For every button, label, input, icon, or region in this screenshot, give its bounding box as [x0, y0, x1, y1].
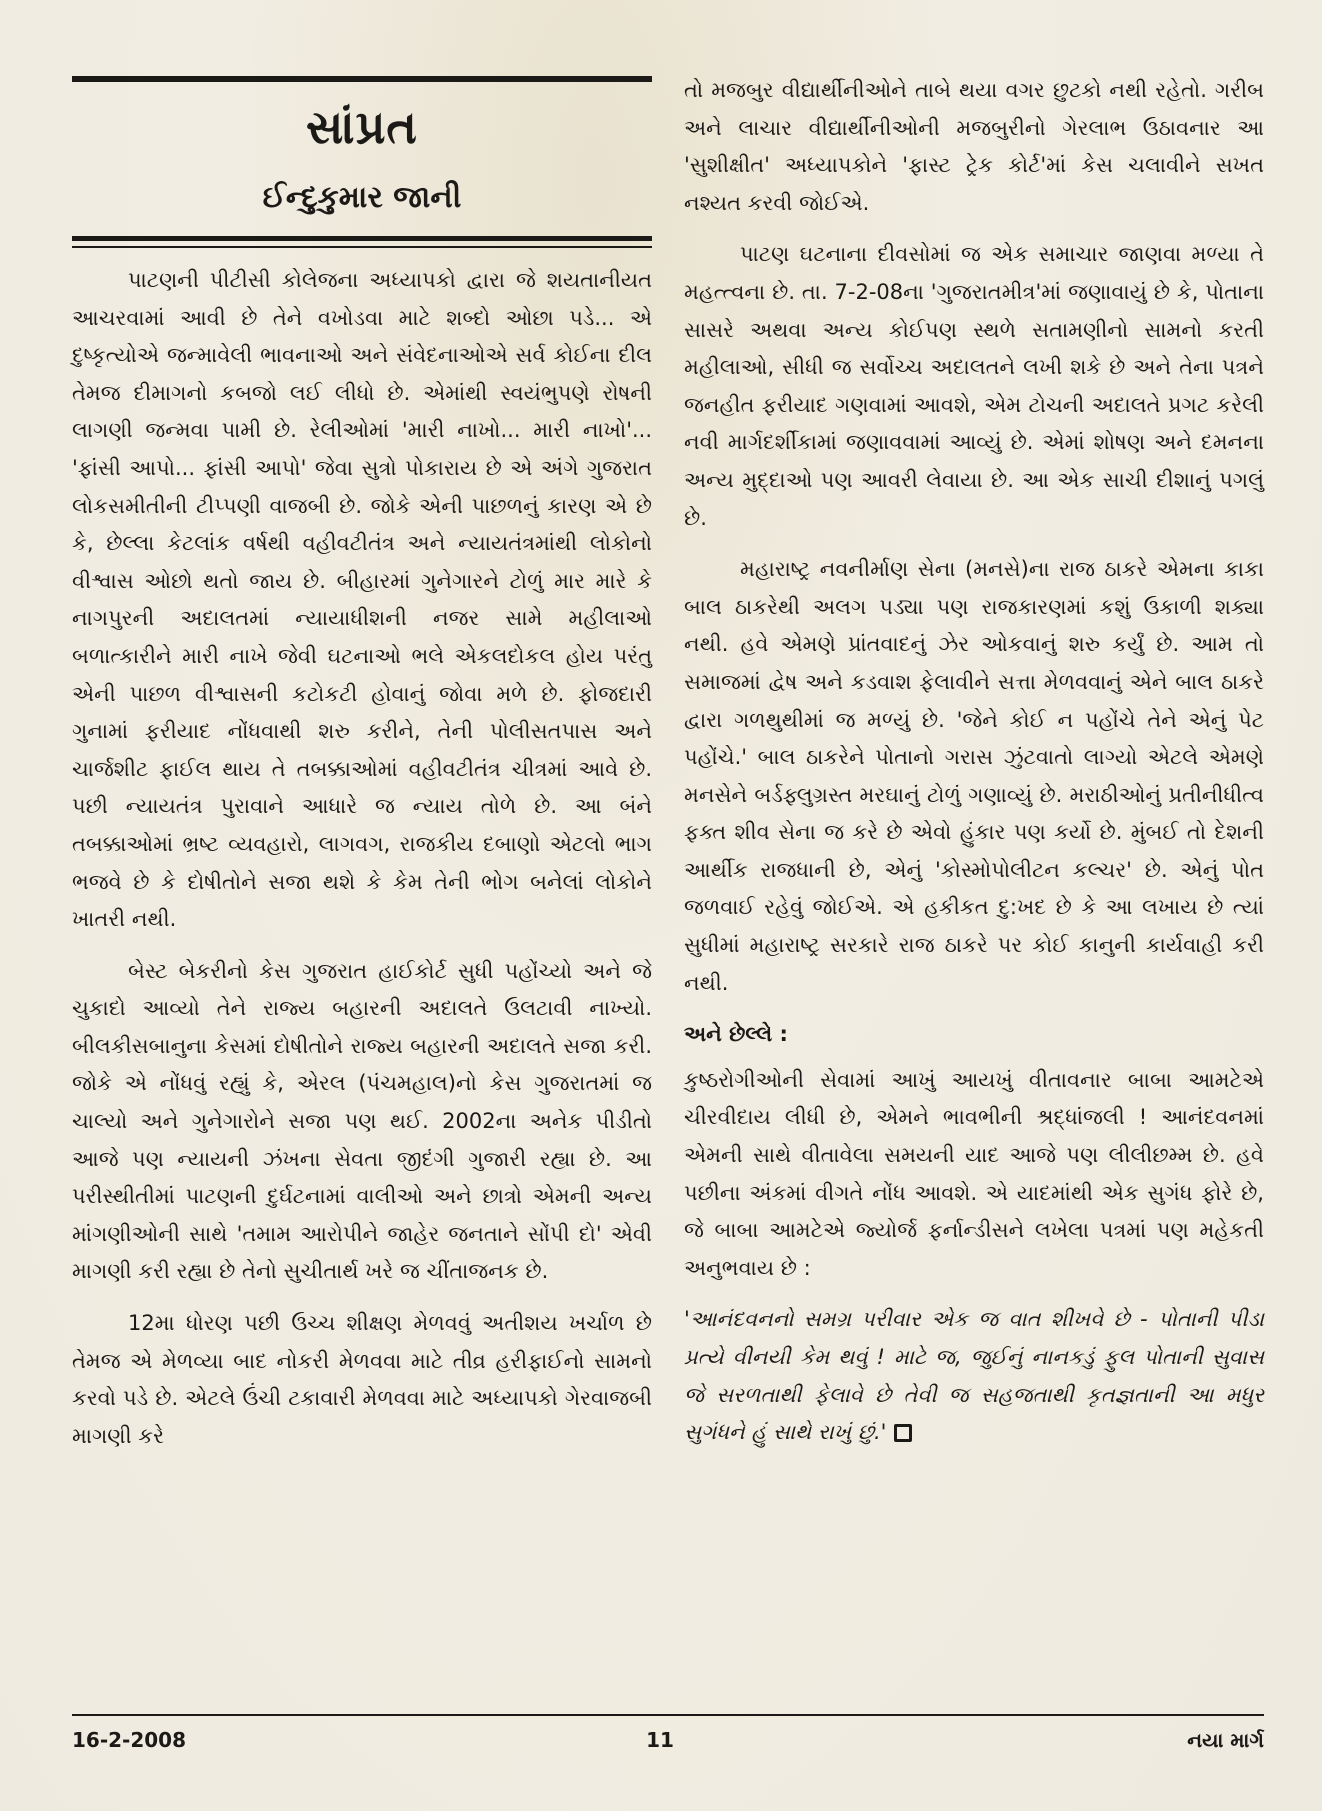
publication-name: નયા માર્ગ — [1187, 1728, 1264, 1752]
end-of-article-box-icon — [894, 1424, 912, 1442]
paragraph: તો મજબુર વીદ્યાર્થીનીઓને તાબે થયા વગર છુટકો નથી રહેતો. ગરીબ અને લાચાર વીદ્યાર્થીનીઓની મજબુરીનો ગેરલાભ ઉઠાવનાર આ 'સુશીક્ષીત' અધ્યાપકોને 'ફાસ્ટ ટ્રેક કોર્ટ'માં કેસ ચલાવીને સખત નશ્યત કરવી જોઈએ. — [684, 78, 1264, 215]
paragraph: બેસ્ટ બેકરીનો કેસ ગુજરાત હાઈકોર્ટ સુધી પહોંચ્યો અને જે ચુકાદો આવ્યો તેને રાજ્ય બહારની અદાલતે ઉલટાવી નાખ્યો. બીલકીસબાનુના કેસમાં દોષીતોને રાજ્ય બહારની અદાલતે સજા કરી. જોકે એ નોંધવું રહ્યું કે, એરલ (પંચમહાલ)નો કેસ ગુજરાતમાં જ ચાલ્યો અને ગુનેગારોને સજા પણ થઈ. 2002ના અનેક પીડીતો આજે પણ ન્યાયની ઝંખના સેવતા જીદંગી ગુજારી રહ્યા છે. આ પરીસ્થીતીમાં પાટણની દુર્ઘટનામાં વાલીઓ અને છાત્રો એમની અન્ય માંગણીઓની સાથે 'તમામ આરોપીને જાહેર જનતાને સોંપી દો' એવી માગણી કરી રહ્યા છે તેનો સુચીતાર્થ ખરે જ ચીંતાજનક છે. — [72, 958, 652, 1284]
paragraph: 12મા ધોરણ પછી ઉચ્ચ શીક્ષણ મેળવવું અતીશય ખર્ચાળ છે તેમજ એ મેળવ્યા બાદ નોકરી મેળવવા માટે તીવ્ર હરીફાઈનો સામનો કરવો પડે છે. એટલે ઉંચી ટકાવારી મેળવવા માટે અધ્યાપકો ગેરવાજબી માગણી કરે — [72, 1311, 652, 1448]
paragraph: કુષ્ઠરોગીઓની સેવામાં આખું આયખું વીતાવનાર બાબા આમટેએ ચીરવીદાય લીધી છે, એમને ભાવભીની શ્રદ્ધાંજલી ! આનંદવનમાં એમની સાથે વીતાવેલા સમયની યાદ આજે પણ લીલીછમ્મ છે. હવે પછીના અંકમાં વીગતે નોંધ આવશે. એ યાદમાંથી એક સુગંધ ફોરે છે, જે બાબા આમટેએ જ્યોર્જ ફર્નાન્ડીસને લખેલા પત્રમાં પણ મહેકતી અનુભવાય છે : — [684, 1067, 1264, 1280]
page-number: 11 — [646, 1728, 674, 1752]
footer-rule — [72, 1714, 1264, 1716]
closing-quote — [684, 1301, 1264, 1451]
paragraph: પાટણ ઘટનાના દીવસોમાં જ એક સમાચાર જાણવા મળ્યા તે મહત્ત્વના છે. તા. 7-2-08ના 'ગુજરાતમીત્ર'માં જણાવાયું છે કે, પોતાના સાસરે અથવા અન્ય કોઈપણ સ્થળે સતામણીનો સામનો કરતી મહીલાઓ, સીધી જ સર્વોચ્ચ અદાલતને લખી શકે છે અને તેના પત્રને જનહીત ફરીયાદ ગણવામાં આવશે, એમ ટોચની અદાલતે પ્રગટ કરેલી નવી માર્ગદર્શીકામાં જણાવવામાં આવ્યું છે. એમાં શોષણ અને દમનના અન્ય મુદ્દાઓ પણ આવરી લેવાયા છે. આ એક સાચી દીશાનું પગલું છે. — [684, 242, 1264, 530]
section-title: સાંપ્રત — [306, 100, 418, 154]
quote-text: 'આનંદવનનો સમગ્ર પરીવાર એક જ વાત શીખવે છે - પોતાની પીડા પ્રત્યે વીનયી કેમ થવું ! માટે જ, જુઈનું નાનકડું ફુલ પોતાની સુવાસ જે સરળતાથી ફેલાવે છે તેવી જ સહજતાથી કૃતજ્ઞતાની આ મધુર સુગંધને હું સાથે રાખું છું.' — [684, 1307, 1264, 1445]
header-top-rule — [72, 76, 652, 82]
right-column — [684, 72, 1264, 1466]
paragraph: પાટણની પીટીસી કોલેજના અધ્યાપકો દ્વારા જે શયતાનીયત આચરવામાં આવી છે તેને વખોડવા માટે શબ્દો ઓછા પડે... એ દુષ્કૃત્યોએ જન્માવેલી ભાવનાઓ અને સંવેદનાઓએ સર્વ કોઈના દીલ તેમજ દીમાગનો કબજો લઈ લીધો છે. એમાંથી સ્વયંભુપણે રોષની લાગણી જન્મવા પામી છે. રેલીઓમાં 'મારી નાખો... મારી નાખો'... 'ફાંસી આપો... ફાંસી આપો' જેવા સુત્રો પોકારાય છે એ અંગે ગુજરાત લોકસમીતીની ટીપ્પણી વાજબી છે. જોકે એની પાછળનું કારણ એ છે કે, છેલ્લા કેટલાંક વર્ષથી વહીવટીતંત્ર અને ન્યાયતંત્રમાંથી લોકોનો વીશ્વાસ ઓછો થતો જાય છે. બીહારમાં ગુનેગારને ટોળું માર મારે કે નાગપુરની અદાલતમાં ન્યાયાધીશની નજર સામે મહીલાઓ બળાત્કારીને મારી નાખે જેવી ઘટનાઓ ભલે એકલદોકલ હોય પરંતુ એની પાછળ વીશ્વાસની કટોકટી હોવાનું જોવા મળે છે. ફોજદારી ગુનામાં ફરીયાદ નોંધવાથી શરુ કરીને, તેની પોલીસતપાસ અને ચાર્જશીટ ફાઈલ થાય તે તબક્કાઓમાં વહીવટીતંત્ર ચીત્રમાં આવે છે. પછી ન્યાયતંત્ર પુરાવાને આધારે જ ન્યાય તોળે છે. આ બંને તબક્કાઓમાં ભ્રષ્ટ વ્યવહારો, લાગવગ, રાજકીય દબાણો એટલો ભાગ ભજવે છે કે દોષીતોને સજા થશે કે કેમ તેની ભોગ બનેલાં લોકોને ખાતરી નથી. — [72, 268, 652, 932]
header-bottom-rule — [72, 236, 652, 241]
footer-date: 16-2-2008 — [72, 1728, 187, 1752]
subheading: અને છેલ્લે : — [684, 1022, 788, 1047]
header-bottom-rule-thin — [72, 246, 652, 248]
left-column — [72, 262, 652, 1469]
author-name: ઈન્દુકુમાર જાની — [262, 180, 462, 215]
paragraph: મહારાષ્ટ્ર નવનીર્માણ સેના (મનસે)ના રાજ ઠાકરે એમના કાકા બાલ ઠાકરેથી અલગ પડ્યા પણ રાજકારણમાં કશું ઉકાળી શક્યા નથી. હવે એમણે પ્રાંતવાદનું ઝેર ઓકવાનું શરુ કર્યું છે. આમ તો સમાજમાં દ્વેષ અને કડવાશ ફેલાવીને સત્તા મેળવવાનું એને બાલ ઠાકરે દ્વારા ગળથુથીમાં જ મળ્યું છે. 'જેને કોઈ ન પહોંચે તેને એનું પેટ પહોંચે.' બાલ ઠાકરેને પોતાનો ગરાસ ઝુંટવાતો લાગ્યો એટલે એમણે મનસેને બર્ડફ્લુગ્રસ્ત મરઘાનું ટોળું ગણાવ્યું છે. મરાઠીઓનું પ્રતીનીધીત્વ ફક્ત શીવ સેના જ કરે છે એવો હુંકાર પણ કર્યો છે. મુંબઈ તો દેશની આર્થીક રાજધાની છે, એનું 'કોસ્મોપોલીટન કલ્ચર' છે. એનું પોત જળવાઈ રહેવું જોઈએ. એ હકીકત દુ:ખદ છે કે આ લખાય છે ત્યાં સુધીમાં મહારાષ્ટ્ર સરકારે રાજ ઠાકરે પર કોઈ કાનુની કાર્યવાહી કરી નથી. — [684, 557, 1264, 995]
